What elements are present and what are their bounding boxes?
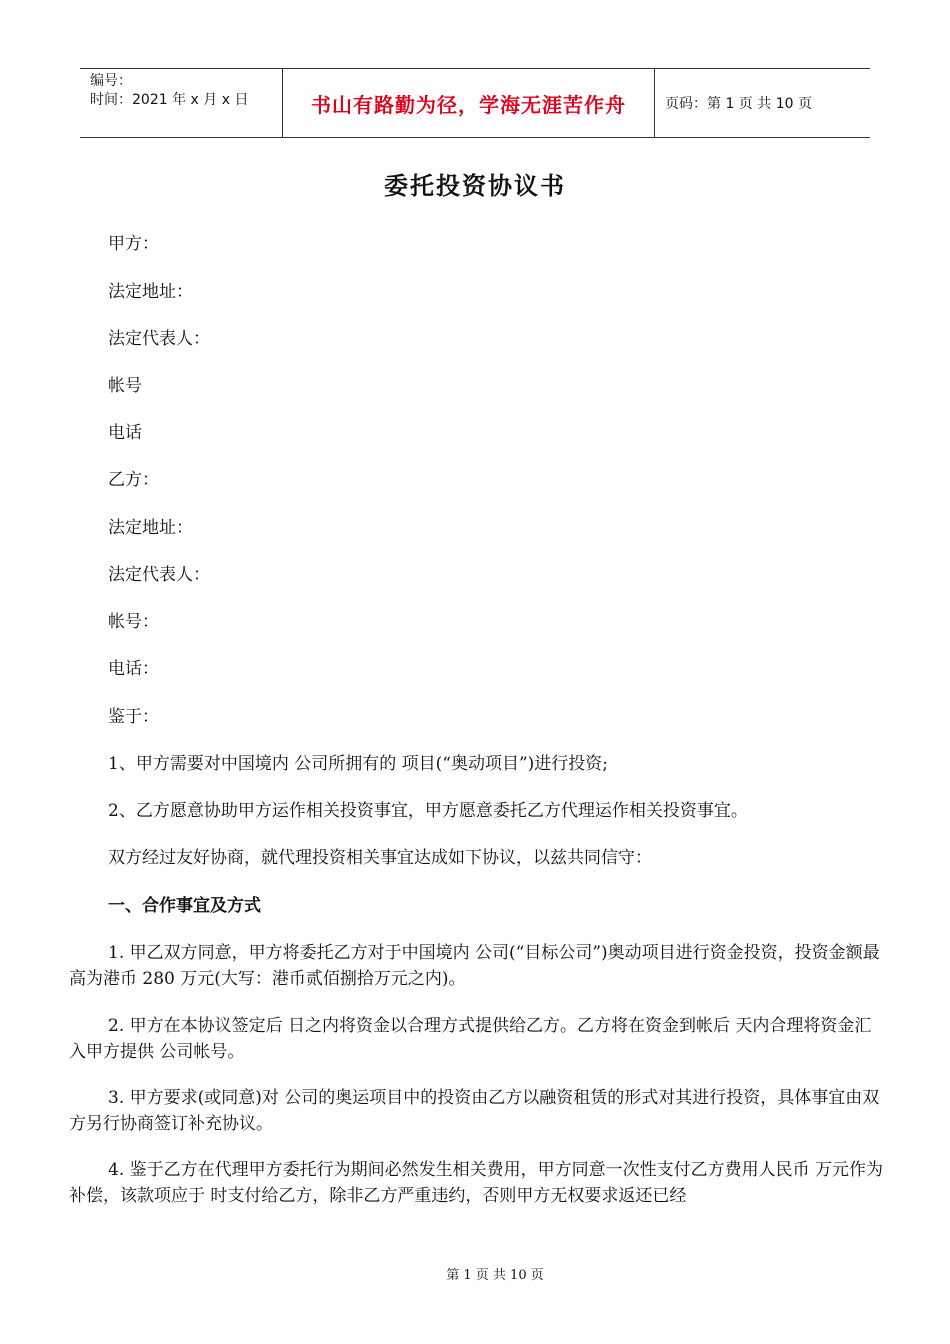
party-b-phone: 电话： (108, 659, 159, 679)
document-header (80, 68, 870, 138)
party-b-name: 乙方： (108, 470, 159, 490)
document-title: 委托投资协议书 (384, 172, 566, 200)
page-footer: 第 1 页 共 10 页 (446, 1268, 544, 1283)
clause-2: 2. 甲方在本协议签定后 日之内将资金以合理方式提供给乙方。乙方将在资金到帐后 天内合理将资金汇入甲方提供 公司帐号。 (69, 1016, 872, 1062)
header-page-info: 页码：第 1 页 共 10 页 (665, 96, 812, 112)
party-a-representative: 法定代表人： (108, 329, 210, 349)
party-b-address: 法定地址： (108, 518, 193, 538)
whereas-item-1: 1、甲方需要对中国境内 公司所拥有的 项目(“奥动项目”)进行投资; (108, 754, 608, 774)
clause-3: 3. 甲方要求(或同意)对 公司的奥运项目中的投资由乙方以融资租赁的形式对其进行投资，具体事宜由双方另行协商签订补充协议。 (69, 1088, 880, 1134)
header-motto: 书山有路勤为径，学海无涯苦作舟 (282, 69, 655, 137)
whereas-conclusion: 双方经过友好协商，就代理投资相关事宜达成如下协议，以兹共同信守： (108, 848, 652, 868)
header-meta (80, 69, 282, 137)
party-a-phone: 电话 (108, 423, 142, 443)
whereas-label: 鉴于： (108, 707, 159, 727)
clause-1: 1. 甲乙双方同意，甲方将委托乙方对于中国境内 公司(“目标公司”)奥动项目进行资金投资，投资金额最高为港币 280 万元(大写：港币贰佰捌拾万元之内)。 (69, 943, 880, 989)
party-a-name: 甲方： (108, 234, 159, 254)
whereas-item-2: 2、乙方愿意协助甲方运作相关投资事宜，甲方愿意委托乙方代理运作相关投资事宜。 (108, 801, 748, 821)
clause-4: 4. 鉴于乙方在代理甲方委托行为期间必然发生相关费用，甲方同意一次性支付乙方费用人民币 万元作为补偿，该款项应于 时支付给乙方，除非乙方严重违约，否则甲方无权要求返还已经 (69, 1160, 884, 1206)
party-a-account: 帐号 (108, 376, 142, 396)
party-b-account: 帐号： (108, 612, 159, 632)
party-b-representative: 法定代表人： (108, 565, 210, 585)
section-heading: 一、合作事宜及方式 (108, 896, 261, 916)
number-label: 编号： (90, 73, 132, 89)
party-a-address: 法定地址： (108, 282, 193, 302)
time-label: 时间：2021 年 x 月 x 日 (90, 92, 249, 108)
